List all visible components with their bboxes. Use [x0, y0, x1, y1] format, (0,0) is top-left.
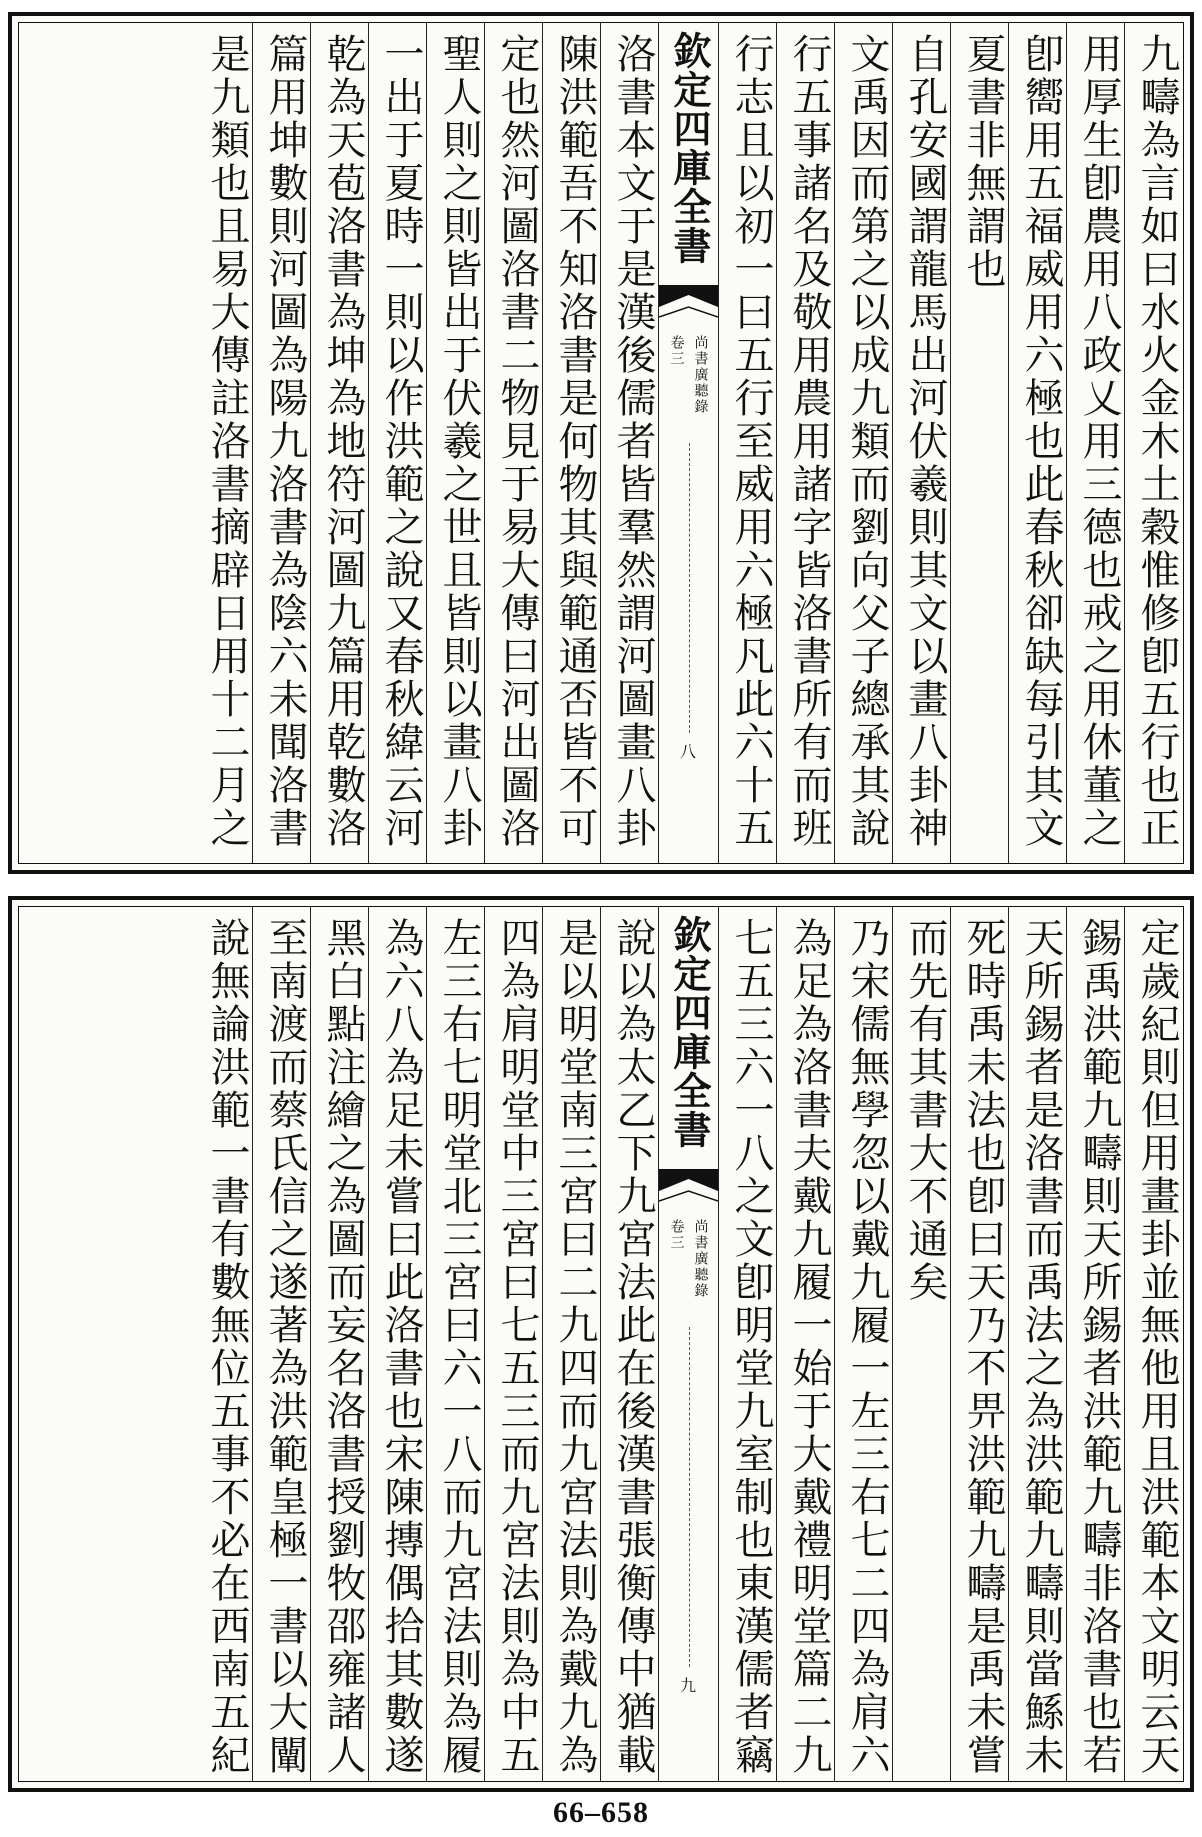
folio-number: 八 [677, 743, 697, 759]
text-column: 定也然河圖洛書二物見于易大傳曰河出圖洛 [485, 23, 543, 863]
text-column: 錫禹洪範九疇則天所錫者洪範九疇非洛書也若 [1067, 907, 1125, 1781]
text-column: 定歲紀則但用畫卦並無他用且洪範本文明云天 [1134, 917, 1180, 1777]
text-column: 九疇為言如曰水火金木土穀惟修卽五行也正 [1134, 33, 1180, 850]
text-column: 四為肩明堂中三宮曰七五三而九宮法則為中五 [485, 907, 543, 1781]
fishtail-mark-icon [659, 1169, 718, 1209]
text-column: 用厚生卽農用八政乂用三德也戒之用休董之 [1067, 23, 1125, 863]
text-column: 自孔安國謂龍馬出河伏羲則其文以畫八卦神 [893, 23, 951, 863]
text-column: 聖人則之則皆出于伏羲之世且皆則以畫八卦 [427, 23, 485, 863]
text-column: 七五三六一八之文卽明堂九室制也東漢儒者竊 [719, 907, 777, 1781]
collection-title: 欽定四庫全書 [667, 915, 712, 1149]
book-title: 尚書廣聽錄 [692, 1219, 709, 1299]
text-column: 而先有其書大不通矣 [893, 907, 951, 1781]
collection-title: 欽定四庫全書 [667, 31, 712, 265]
text-column: 天所錫者是洛書而禹法之為洪範九疇則當鯀未 [1009, 907, 1067, 1781]
text-column: 行志且以初一曰五行至威用六極凡此六十五 [719, 23, 777, 863]
text-column: 說以為太乙下九宮法此在後漢書張衡傳中猶載 [601, 907, 659, 1781]
page-code: 66–658 [553, 1796, 649, 1829]
folio-number: 九 [677, 1677, 697, 1693]
text-column: 洛書本文于是漢後儒者皆羣然謂河圖畫八卦 [601, 23, 659, 863]
volume-label: 卷三 [668, 1219, 685, 1251]
book-title: 尚書廣聽錄 [692, 335, 709, 415]
upper-page-frame [18, 22, 1184, 864]
lower-page [8, 896, 1194, 1792]
text-column: 陳洪範吾不知洛書是何物其與範通否皆不可 [543, 23, 601, 863]
text-column: 卽嚮用五福威用六極也此春秋卻缺每引其文 [1009, 23, 1067, 863]
text-column: 行五事諸名及敬用農用諸字皆洛書所有而班 [777, 23, 835, 863]
text-column: 為六八為足未嘗曰此洛書也宋陳摶偶拾其數遂 [369, 907, 427, 1781]
text-column: 夏書非無謂也 [951, 23, 1009, 863]
text-column: 是九類也且易大傳註洛書摘辟日用十二月之 [195, 23, 253, 863]
text-column: 篇用坤數則河圖為陽九洛書為陰六未聞洛書 [253, 23, 311, 863]
text-column: 死時禹未法也卽曰天乃不畀洪範九疇是禹未嘗 [951, 907, 1009, 1781]
volume-label: 卷三 [668, 335, 685, 367]
lower-page-frame [18, 906, 1184, 1782]
text-column: 黑白點注繪之為圖而妄名洛書授劉牧邵雍諸人 [311, 907, 369, 1781]
text-column: 為足為洛書夫戴九履一始于大戴禮明堂篇二九 [777, 907, 835, 1781]
text-column: 乃宋儒無學忽以戴九履一左三右七二四為肩六 [835, 907, 893, 1781]
text-column: 乾為天苞洛書為坤為地符河圖九篇用乾數洛 [311, 23, 369, 863]
banner-column [659, 23, 719, 863]
text-column: 一出于夏時一則以作洪範之說又春秋緯云河 [369, 23, 427, 863]
text-column: 至南渡而蔡氏信之遂著為洪範皇極一書以大闡 [253, 907, 311, 1781]
text-column: 是以明堂南三宮曰二九四而九宮法則為戴九為 [543, 907, 601, 1781]
text-column: 文禹因而第之以成九類而劉向父子總承其說 [835, 23, 893, 863]
banner-column [659, 907, 719, 1781]
text-column: 左三右七明堂北三宮曰六一八而九宮法則為履 [427, 907, 485, 1781]
upper-page [8, 12, 1194, 874]
fishtail-mark-icon [659, 285, 718, 325]
text-column: 說無論洪範一書有數無位五事不必在西南五紀 [195, 907, 253, 1781]
center-line [689, 443, 690, 733]
center-line [689, 1327, 690, 1667]
